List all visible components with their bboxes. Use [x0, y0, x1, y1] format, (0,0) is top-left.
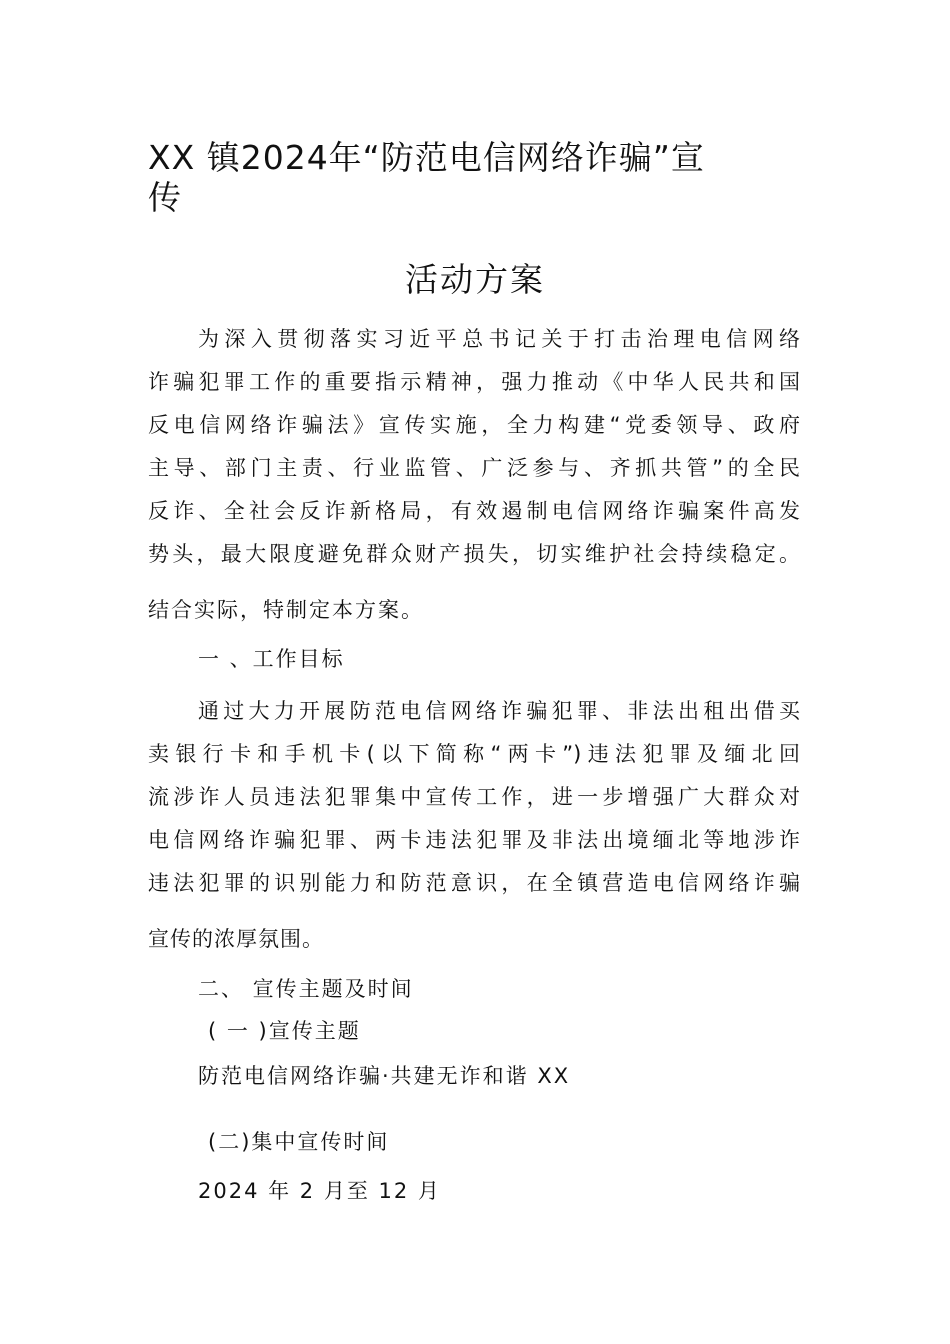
intro-line: 诈骗犯罪工作的重要指示精神，强力推动《中华人民共和国 [148, 370, 800, 394]
intro-line: 反诈、全社会反诈新格局，有效遏制电信网络诈骗案件高发 [148, 499, 800, 523]
document-title-line1: XX 镇2024年“防范电信网络诈骗”宣 [148, 138, 705, 177]
intro-line: 势头，最大限度避免群众财产损失，切实维护社会持续稳定。 [148, 542, 800, 566]
section-heading: 一 、工作目标 [198, 647, 345, 671]
subsection-heading: (二)集中宣传时间 [208, 1130, 390, 1154]
intro-line: 结合实际，特制定本方案。 [148, 598, 424, 622]
section1-line: 违法犯罪的识别能力和防范意识，在全镇营造电信网络诈骗 [148, 871, 800, 895]
subsection-body: 2024 年 2 月至 12 月 [198, 1179, 441, 1203]
document-subtitle: 活动方案 [405, 260, 545, 299]
subsection-heading: ( 一 )宣传主题 [208, 1019, 361, 1043]
section1-line: 通过大力开展防范电信网络诈骗犯罪、非法出租出借买 [198, 699, 800, 723]
section1-line: 流涉诈人员违法犯罪集中宣传工作，进一步增强广大群众对 [148, 785, 800, 809]
subsection-body: 防范电信网络诈骗·共建无诈和谐 XX [198, 1064, 571, 1088]
intro-line: 反电信网络诈骗法》宣传实施，全力构建“党委领导、政府 [148, 413, 800, 437]
section1-line: 卖银行卡和手机卡(以下简称“两卡”)违法犯罪及缅北回 [148, 742, 800, 766]
intro-line: 主导、部门主责、行业监管、广泛参与、齐抓共管”的全民 [148, 456, 800, 480]
intro-line: 为深入贯彻落实习近平总书记关于打击治理电信网络 [198, 327, 800, 351]
document-title-line2: 传 [148, 178, 182, 217]
section-heading: 二、 宣传主题及时间 [198, 977, 414, 1001]
section1-line: 宣传的浓厚氛围。 [148, 927, 324, 951]
section1-line: 电信网络诈骗犯罪、两卡违法犯罪及非法出境缅北等地涉诈 [148, 828, 800, 852]
